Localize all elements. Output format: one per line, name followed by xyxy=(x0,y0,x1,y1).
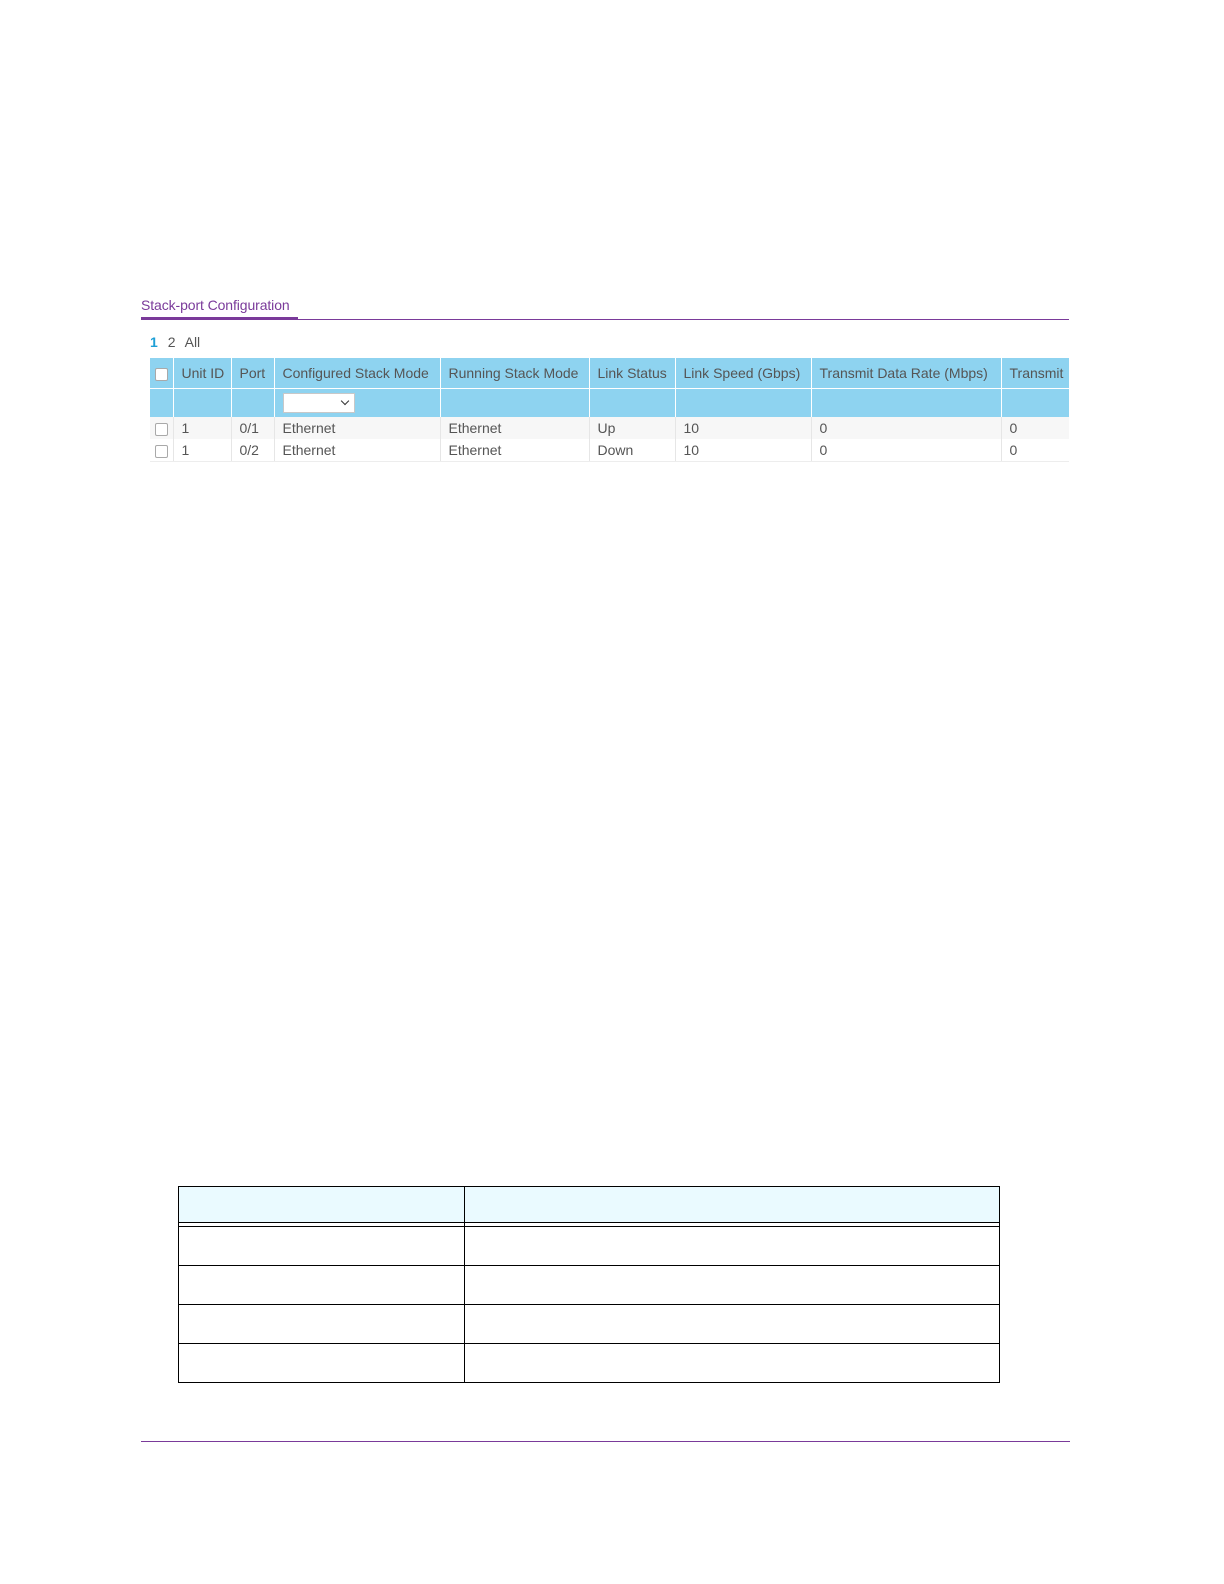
cell-transmit: 0 xyxy=(1001,439,1069,462)
table-row[interactable] xyxy=(150,417,1069,439)
table-row[interactable] xyxy=(150,439,1069,462)
col-header-unit-id[interactable]: Unit ID xyxy=(173,358,231,389)
panel-title[interactable]: Stack-port Configuration xyxy=(141,297,290,313)
description-cell xyxy=(179,1266,465,1305)
row-select-cell xyxy=(150,439,173,462)
filter-cell xyxy=(675,389,811,418)
cell-port: 0/1 xyxy=(231,417,274,439)
stack-port-grid xyxy=(150,358,1069,466)
grid-header-row xyxy=(150,358,1069,389)
col-header-link-status[interactable]: Link Status xyxy=(589,358,675,389)
filter-cell xyxy=(231,389,274,418)
filter-cell xyxy=(173,389,231,418)
cell-configured-mode: Ethernet xyxy=(274,417,440,439)
row-checkbox[interactable] xyxy=(155,445,168,458)
filter-cell xyxy=(589,389,675,418)
footer-divider xyxy=(141,1441,1070,1442)
cell-port: 0/2 xyxy=(231,439,274,462)
description-cell xyxy=(179,1227,465,1266)
col-header-link-speed[interactable]: Link Speed (Gbps) xyxy=(675,358,811,389)
cell-link-speed: 10 xyxy=(675,417,811,439)
cell-configured-mode: Ethernet xyxy=(274,439,440,462)
pager-page-all[interactable]: All xyxy=(184,334,201,350)
description-cell xyxy=(465,1305,1000,1344)
pager-page-1[interactable]: 1 xyxy=(150,334,158,350)
description-cell xyxy=(465,1344,1000,1383)
cell-unit-id: 1 xyxy=(173,417,231,439)
description-table-row xyxy=(179,1344,1000,1383)
select-all-cell xyxy=(150,358,173,389)
cell-link-status: Up xyxy=(589,417,675,439)
row-checkbox[interactable] xyxy=(155,423,168,436)
filter-cell xyxy=(440,389,589,418)
col-header-configured-stack-mode[interactable]: Configured Stack Mode xyxy=(274,358,440,389)
cell-link-speed: 10 xyxy=(675,439,811,462)
row-select-cell xyxy=(150,417,173,439)
description-table-header xyxy=(179,1187,1000,1223)
grid-filter-row xyxy=(150,389,1069,418)
description-table xyxy=(178,1186,1000,1383)
description-cell xyxy=(465,1227,1000,1266)
pager-page-2[interactable]: 2 xyxy=(167,334,176,350)
description-table-row xyxy=(179,1266,1000,1305)
configured-mode-select[interactable] xyxy=(283,393,355,413)
cell-unit-id: 1 xyxy=(173,439,231,462)
description-cell xyxy=(179,1305,465,1344)
description-cell xyxy=(465,1266,1000,1305)
cell-running-mode: Ethernet xyxy=(440,439,589,462)
description-cell xyxy=(179,1344,465,1383)
cell-link-status: Down xyxy=(589,439,675,462)
col-header-transmit[interactable]: Transmit xyxy=(1001,358,1069,389)
filter-cell-configured-mode xyxy=(274,389,440,418)
cell-tx-rate: 0 xyxy=(811,417,1001,439)
panel-divider xyxy=(141,319,1069,320)
chevron-down-icon xyxy=(340,397,348,405)
filter-cell xyxy=(150,389,173,418)
col-header-transmit-data-rate[interactable]: Transmit Data Rate (Mbps) xyxy=(811,358,1001,389)
cell-tx-rate: 0 xyxy=(811,439,1001,462)
cell-transmit: 0 xyxy=(1001,417,1069,439)
description-header-cell xyxy=(179,1187,465,1223)
cell-running-mode: Ethernet xyxy=(440,417,589,439)
description-table-row xyxy=(179,1305,1000,1344)
col-header-running-stack-mode[interactable]: Running Stack Mode xyxy=(440,358,589,389)
pager xyxy=(150,334,206,350)
select-all-checkbox[interactable] xyxy=(155,368,168,381)
filter-cell xyxy=(811,389,1001,418)
filter-cell xyxy=(1001,389,1069,418)
description-table-row xyxy=(179,1227,1000,1266)
description-header-cell xyxy=(465,1187,1000,1223)
col-header-port[interactable]: Port xyxy=(231,358,274,389)
